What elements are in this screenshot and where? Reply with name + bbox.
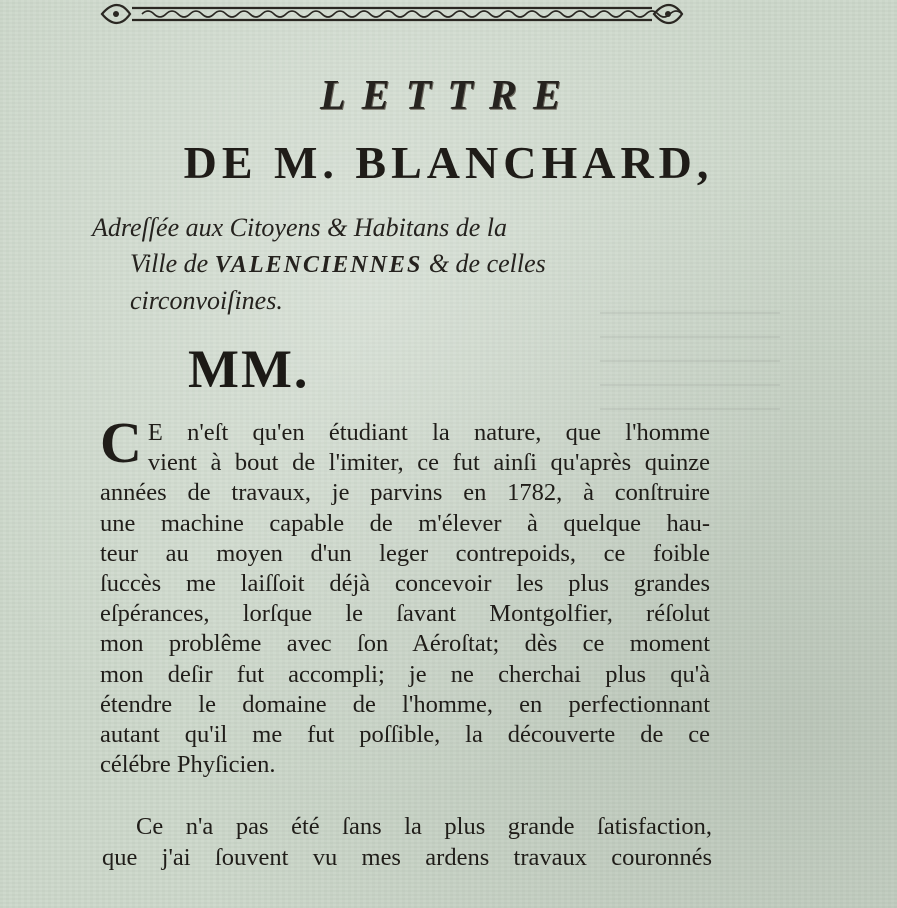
text-line: célébre Phyſicien. (100, 751, 276, 779)
salutation: MM. (188, 339, 310, 399)
paragraph-1 (100, 410, 710, 780)
address-line-1: Adreſſée aux Citoyens & Habitans de la (92, 213, 507, 242)
text-line: mon deſir fut accompli; je ne cherchai plus qu'à (100, 660, 710, 688)
text-line: teur au moyen d'un leger contrepoids, ce foible (100, 539, 710, 567)
city-name: VALENCIENNES (214, 252, 423, 278)
address-line-3: circonvoiſines. (130, 286, 283, 315)
heading-lettre: LETTRE (319, 73, 577, 119)
text-line: ſuccès me laiſſoit déjà concevoir les plus grandes (100, 570, 710, 598)
ornamental-border (92, 0, 692, 28)
text-line: années de travaux, je parvins en 1782, à conſtruire (100, 479, 710, 507)
drop-cap: C (100, 410, 142, 475)
text-line: que j'ai ſouvent vu mes ardens travaux couronnés (102, 844, 712, 871)
text-line: autant qu'il me fut poſſible, la découverte de ce (100, 721, 710, 749)
address-line-2 (92, 246, 712, 283)
address-line-2-post: & de celles (422, 249, 546, 278)
text-line: mon problême avec ſon Aéroſtat; dès ce moment (100, 630, 710, 658)
text-line: Ce n'a pas été ſans la plus grande ſatisfaction, (136, 813, 712, 840)
text-line: E n'eſt qu'en étudiant la nature, que l'homme (147, 419, 710, 446)
heading-author: DE M. BLANCHARD, (183, 137, 714, 188)
text-line: étendre le domaine de l'homme, en perfectionnant (100, 690, 710, 718)
text-line: eſpérances, lorſque le ſavant Montgolfier, réſolut (100, 600, 710, 628)
address-line (92, 210, 712, 319)
text-line: une machine capable de m'élever à quelque hau- (100, 509, 710, 537)
text-line: vient à bout de l'imiter, ce fut ainſi qu'après quinze (147, 449, 710, 477)
paragraph-2 (102, 811, 712, 873)
address-line-2-pre: Ville de (130, 249, 215, 278)
